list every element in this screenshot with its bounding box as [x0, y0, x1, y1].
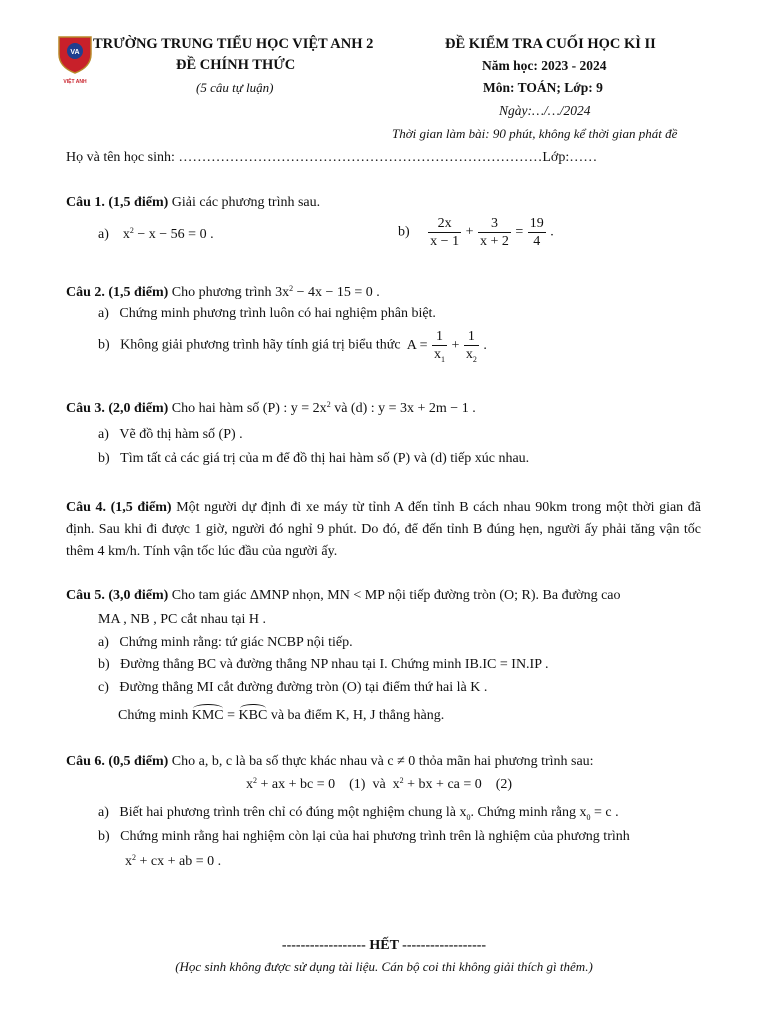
time-note: Thời gian làm bài: 90 phút, không kể thời gian phát đề [392, 126, 678, 141]
q5-part-c-continued: Chứng minh KMC = KBC và ba điểm K, H, J thẳng hàng. [118, 708, 445, 723]
question-1 [66, 195, 320, 211]
q1-part-b: b) $\frac{2x}{x - 1}$ + $\frac{3}{x + 2}$ = $\frac{19}{4}$ . [398, 216, 554, 249]
school-year: Năm học: 2023 - 2024 [482, 58, 607, 73]
question-3-heading: Câu 3. (2,0 điểm) [66, 401, 169, 416]
q3-part-b-end: tiếp xúc nhau. [450, 451, 530, 466]
school-crest-icon [56, 34, 94, 74]
question-3-text: Cho hai hàm số [171, 401, 260, 416]
q5-part-c-2: cắt đường đường tròn [217, 680, 339, 695]
logo-text: VIỆT ANH [63, 79, 87, 85]
question-4-text: Một người dự định đi xe máy từ tỉnh A đến tỉnh B cách nhau 90km trong một thời gian đã định. Sau khi đi được 1 giờ, người đó nghỉ 9 phút. Do đó, để đến tỉnh B đúng hẹn, người ấy phải tăng vận tốc thêm 4 km/h. Tính vận tốc lúc đầu của người ấy. [66, 500, 701, 559]
official-label: ĐỀ CHÍNH THỨC [176, 57, 296, 73]
q1-part-a: a) $x^2 - x - 56 = 0$ . [98, 226, 214, 242]
subject-class: Môn: TOÁN; Lớp: 9 [483, 80, 603, 95]
q5-part-a-end: nội tiếp. [306, 635, 353, 650]
q6-part-a-1: Biết hai phương trình trên chỉ có đúng một nghiệm chung là [119, 805, 456, 820]
q3-part-a: a) Vẽ đồ thị hàm số (P) . [98, 427, 243, 442]
q5-part-a: a) Chứng minh rằng: tứ giác NCBP nội tiếp. [98, 635, 353, 650]
footer-note: (Học sinh không được sử dụng tài liệu. Cán bộ coi thi không giải thích gì thêm.) [175, 959, 593, 974]
question-1-heading: Câu 1. (1,5 điểm) [66, 195, 169, 210]
q6-text-1: Cho a, b, c là ba số thực khác nhau và [171, 754, 384, 769]
question-4-heading: Câu 4. (1,5 điểm) [66, 500, 172, 515]
question-2-text: Cho phương trình [171, 285, 272, 300]
q2-part-b: b) Không giải phương trình hãy tính giá trị biểu thức A = $\frac{1}{x_1}$ + $\frac{1}{x_2}$ . [98, 329, 487, 364]
q5-part-b-2: và đường thẳng [219, 657, 307, 672]
q5-part-a-text: Chứng minh rằng: tứ giác [119, 635, 264, 650]
q6-part-b-equation: $x^2$ + cx + ab = 0 . [125, 853, 222, 869]
q6-text-2: thỏa mãn hai phương trình sau: [418, 754, 594, 769]
q5-part-c-5: và ba điểm K, H, J thẳng hàng. [270, 708, 445, 723]
question-4 [66, 497, 701, 563]
school-name: TRƯỜNG TRUNG TIỂU HỌC VIỆT ANH 2 [93, 36, 374, 52]
q5-part-b-1: Đường thẳng [120, 657, 194, 672]
question-6-heading: Câu 6. (0,5 điểm) [66, 754, 169, 769]
q6-part-a: a) Biết hai phương trình trên chỉ có đúng một nghiệm chung là $x_0$. Chứng minh rằng $x_0 = c$ . [98, 805, 619, 822]
q2-part-a: a) Chứng minh phương trình luôn có hai nghiệm phân biệt. [98, 306, 436, 321]
school-logo [56, 34, 94, 88]
q6-part-b: b) Chứng minh rằng hai nghiệm còn lại của hai phương trình trên là nghiệm của phương trình [98, 829, 630, 844]
student-name-line: Họ và tên học sinh: ……………………………………………………………………Lớp:…… [66, 150, 598, 165]
exam-date: Ngày:…/…/2024 [499, 103, 591, 118]
end-marker: ------------------ HẾT ------------------ [281, 938, 487, 953]
q2-part-a-text: Chứng minh phương trình luôn có hai nghiệm phân biệt. [119, 306, 436, 321]
question-5: Câu 5. (3,0 điểm) Cho tam giác ΔMNP nhọn, MN < MP nội tiếp đường tròn (O; R). Ba đường cao [66, 588, 621, 603]
question-3: Câu 3. (2,0 điểm) Cho hai hàm số (P) : $y = 2x^2$ và (d) : y = 3x + 2m − 1 . [66, 400, 476, 416]
q5-text-5: cắt nhau tại [180, 612, 246, 627]
q5-text-2: nhọn, [292, 588, 324, 603]
q5-text-4: . Ba đường cao [535, 588, 621, 603]
q6-equations: $x^2$ + ax + bc = 0 (1) và $x^2$ + bx + ca = 0 (2) [246, 776, 513, 792]
q3-part-b-text: Tìm tất cả các giá trị của m để đồ thị hai hàm số [120, 451, 390, 466]
svg-text:VA: VA [70, 49, 80, 56]
q5-part-c-4: Chứng minh [118, 708, 189, 723]
q6-part-a-2: . Chứng minh rằng [470, 805, 577, 820]
question-count: (5 câu tự luận) [196, 80, 274, 95]
question-6: Câu 6. (0,5 điểm) Cho a, b, c là ba số thực khác nhau và c ≠ 0 thỏa mãn hai phương trình sau: [66, 754, 594, 769]
question-2: Câu 2. (1,5 điểm) Cho phương trình $3x^2 - 4x - 15 = 0$ . [66, 284, 380, 300]
q3-part-b: b) Tìm tất cả các giá trị của m để đồ thị hai hàm số (P) và (d) tiếp xúc nhau. [98, 451, 530, 466]
q5-text-3: nội tiếp đường tròn [387, 588, 496, 603]
question-2-heading: Câu 2. (1,5 điểm) [66, 285, 169, 300]
question-5-heading: Câu 5. (3,0 điểm) [66, 588, 169, 603]
q5-part-b-4: . Chứng minh [384, 657, 462, 672]
q5-altitudes-line: MA , NB , PC cắt nhau tại H . [98, 612, 267, 627]
q2-part-b-text: Không giải phương trình hãy tính giá trị biểu thức [120, 337, 401, 353]
q5-part-c: c) Đường thẳng MI cắt đường đường tròn (O) tại điểm thứ hai là K . [98, 680, 488, 695]
q5-text-1: Cho tam giác [171, 588, 247, 603]
question-1-text: Giải các phương trình sau. [171, 195, 321, 210]
q5-part-c-3: tại điểm thứ hai là [365, 680, 467, 695]
q5-part-b-3: nhau tại [331, 657, 376, 672]
question-3-and: và [334, 401, 348, 416]
exam-title: ĐỀ KIỂM TRA CUỐI HỌC KÌ II [445, 36, 656, 52]
q6-part-b-text: Chứng minh rằng hai nghiệm còn lại của hai phương trình trên là nghiệm của phương trình [120, 829, 630, 844]
q5-part-b: b) Đường thẳng BC và đường thẳng NP nhau tại I. Chứng minh IB.IC = IN.IP . [98, 657, 549, 672]
q3-part-a-text: Vẽ đồ thị hàm số [119, 427, 216, 442]
q5-part-c-1: Đường thẳng [119, 680, 194, 695]
